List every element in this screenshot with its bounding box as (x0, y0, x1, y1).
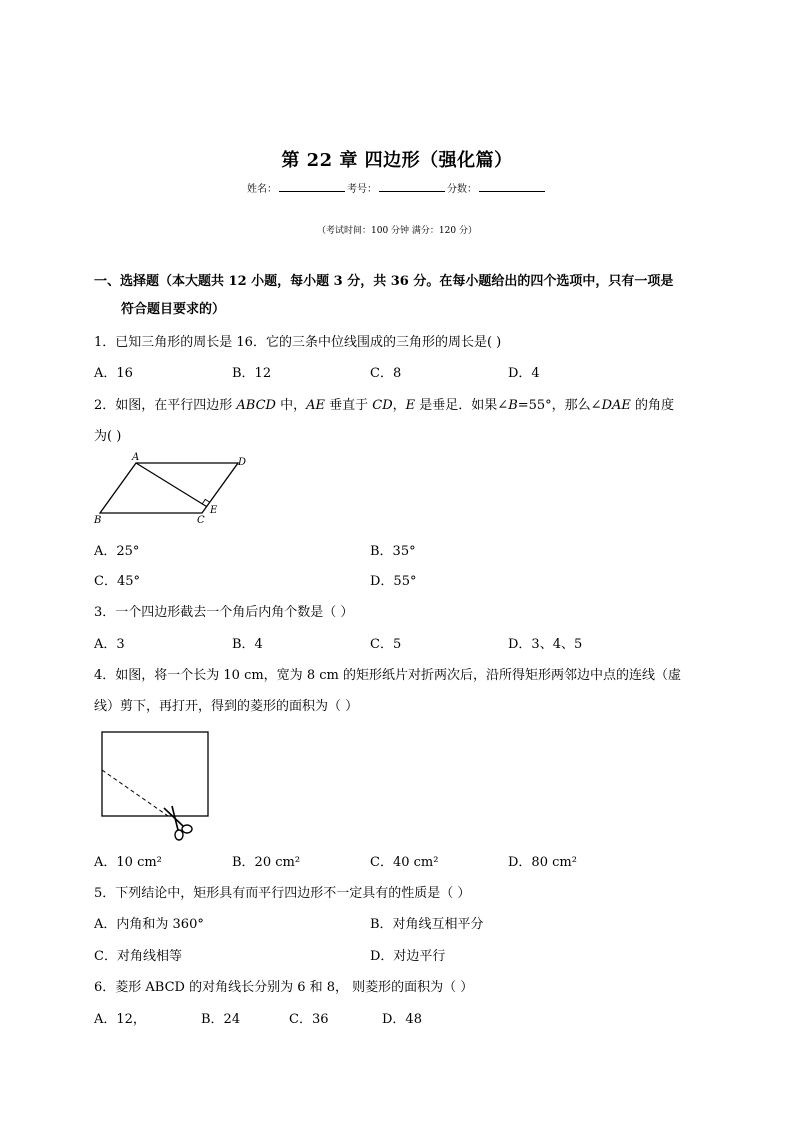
question-2-stem-cont: 为( ) (94, 429, 122, 444)
question-3-stem: 3．一个四边形截去一个角后内角个数是（ ） (94, 605, 354, 620)
parallelogram-abcd (100, 463, 238, 513)
question-6-stem: 6．菱形 ABCD 的对角线长分别为 6 和 8， 则菱形的面积为（ ） (94, 980, 474, 995)
label-a: A (132, 452, 140, 463)
score-label: 分数： (447, 184, 477, 195)
section-heading-cont: 符合题目要求的） (121, 302, 226, 317)
question-2-stem: 2．如图，在平行四边形 ABCD 中，AE 垂直于 CD，E 是垂足．如果∠B=55°，那么∠DAE 的角度 (94, 398, 675, 413)
exam-number-field[interactable] (379, 182, 445, 192)
label-d: D (238, 457, 247, 468)
q4-option-a[interactable]: A．10 cm² (94, 855, 162, 870)
q5-option-a[interactable]: A．内角和为 360° (94, 917, 204, 932)
q3-option-b[interactable]: B．4 (232, 637, 263, 652)
student-info-row (0, 180, 794, 195)
q2-option-a[interactable]: A．25° (94, 544, 140, 559)
q1-option-d[interactable]: D．4 (508, 366, 540, 381)
q6-option-c[interactable]: C．36 (289, 1012, 329, 1027)
q1-option-c[interactable]: C．8 (370, 366, 402, 381)
question-5-stem: 5．下列结论中，矩形具有而平行四边形不一定具有的性质是（ ） (94, 886, 471, 901)
question-1-stem: 1．已知三角形的周长是 16．它的三条中位线围成的三角形的周长是( ) (94, 335, 502, 350)
right-angle-mark (202, 499, 209, 503)
q1-option-b[interactable]: B．12 (232, 366, 272, 381)
segment-ae (136, 463, 207, 507)
question-4-stem: 4．如图，将一个长为 10 cm，宽为 8 cm 的矩形纸片对折两次后，沿所得矩形两邻边中点的连线（虚 (94, 668, 681, 683)
q6-option-a[interactable]: A．12， (94, 1012, 146, 1027)
q4-option-b[interactable]: B．20 cm² (232, 855, 301, 870)
q1-option-a[interactable]: A．16 (94, 366, 133, 381)
q6-option-d[interactable]: D．48 (382, 1012, 422, 1027)
label-c: C (197, 515, 205, 526)
name-label: 姓名： (247, 184, 277, 195)
q5-option-c[interactable]: C．对角线相等 (94, 949, 182, 964)
q3-option-a[interactable]: A．3 (94, 637, 125, 652)
label-e: E (210, 505, 218, 516)
cut-line (102, 770, 168, 816)
question-4-stem-cont: 线）剪下，再打开，得到的菱形的面积为（ ） (94, 699, 359, 714)
paper-rectangle (102, 732, 208, 816)
q5-option-b[interactable]: B．对角线互相平分 (370, 917, 484, 932)
q3-option-d[interactable]: D．3、4、5 (508, 637, 583, 652)
scissors-icon (164, 806, 192, 840)
q2-option-b[interactable]: B．35° (370, 544, 416, 559)
label-b: B (94, 515, 102, 526)
page-title: 第 22 章 四边形（强化篇） (281, 150, 513, 171)
q4-option-c[interactable]: C．40 cm² (370, 855, 439, 870)
score-field[interactable] (479, 182, 545, 192)
exam-time-note: （考试时间：100 分钟 满分：120 分） (317, 226, 477, 236)
q5-option-d[interactable]: D．对边平行 (370, 949, 446, 964)
q2-option-d[interactable]: D．55° (370, 574, 417, 589)
q3-option-c[interactable]: C．5 (370, 637, 402, 652)
exam-number-label: 考号： (347, 184, 377, 195)
name-field[interactable] (279, 182, 345, 192)
section-heading: 一、选择题（本大题共 12 小题，每小题 3 分，共 36 分。在每小题给出的四个选项中，只有一项是 (94, 274, 674, 289)
q2-option-c[interactable]: C．45° (94, 574, 140, 589)
q4-option-d[interactable]: D．80 cm² (508, 855, 577, 870)
q6-option-b[interactable]: B．24 (201, 1012, 241, 1027)
